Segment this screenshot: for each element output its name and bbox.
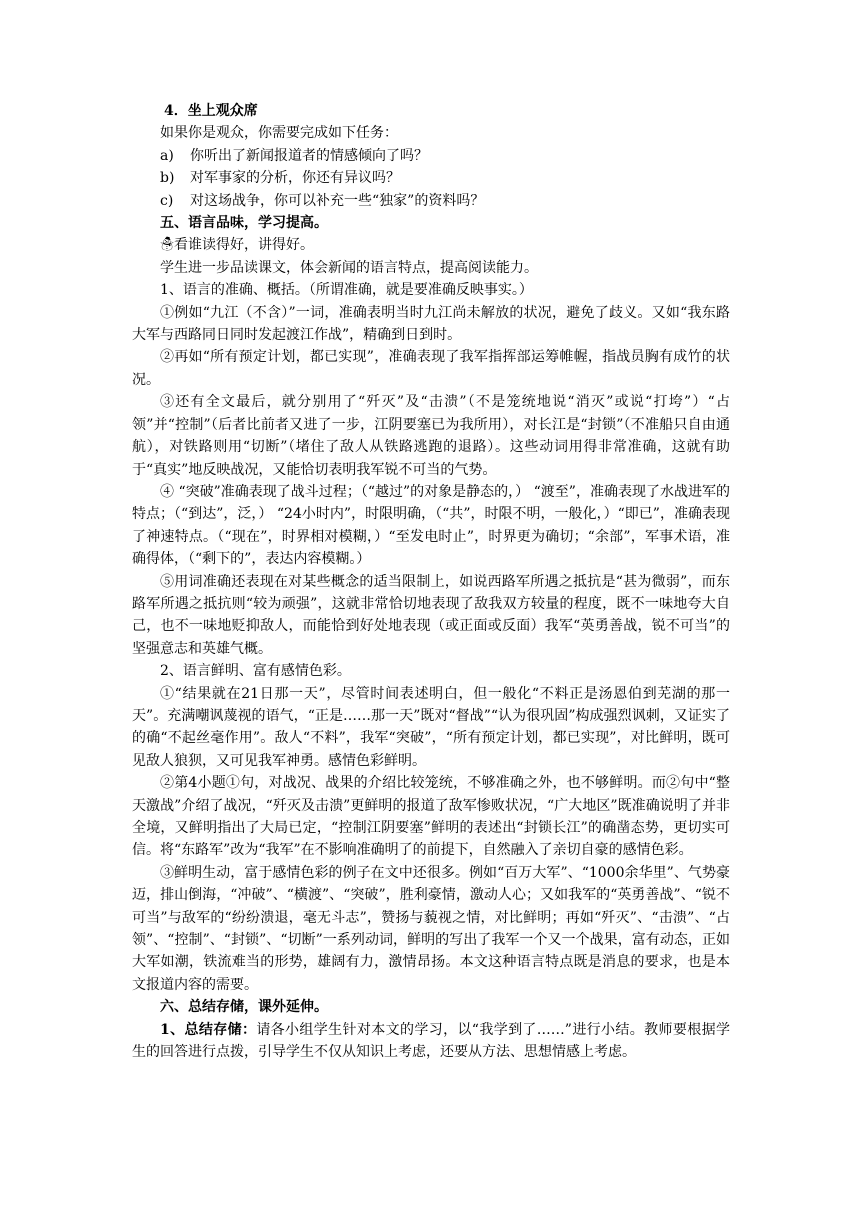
paragraph: ②第4小题①句，对战况、战果的介绍比较笼统，不够准确之外，也不够鲜明。而②句中“整天激战”介绍了战况，“歼灭及击溃”更鲜明的报道了敌军惨败状况，“广大地区”既准确说明了并非全境，又鲜明指出了大局已定，“控制江阴要塞”鲜明的表述出“封锁长江”的确凿态势，更切实可信。将“东路军”改为“我军”在不影响准确明了的前提下，自然融入了亲切自豪的感情色彩。: [132, 775, 730, 859]
section5-line1: ☃看谁读得好，讲得好。: [160, 237, 314, 254]
list-text: 对军事家的分析，你还有异议吗？: [190, 170, 400, 187]
list-item: [132, 167, 730, 189]
section6-sub1-label: 1、总结存储：: [160, 1021, 257, 1038]
list-item: [132, 145, 730, 167]
paragraph: ①例如“九江（不含）”一词，准确表明当时九江尚未解放的状况，避免了歧义。又如“我东路大军与西路同日同时发起渡江作战”，精确到日到时。: [132, 304, 730, 344]
paragraph: ③还有全文最后，就分别用了“歼灭”及“击溃”（不是笼统地说“消灭”或说“打垮”）“占领”并“控制”（后者比前者又进了一步，江阴要塞已为我所用），对长江是“封锁”（不准船只自由通航），对铁路则用“切断”（堵住了敌人从铁路逃跑的退路）。这些动词用得非常准确，这就有助于“真实”地反映战况，又能恰切表明我军锐不可当的气势。: [132, 394, 730, 478]
section5-sub1: 1、语言的准确、概括。（所谓准确，就是要准确反映事实。）: [160, 282, 533, 299]
section4-intro: 如果你是观众，你需要完成如下任务：: [160, 125, 398, 142]
section5-title: 五、语言品味，学习提高。: [160, 215, 328, 232]
list-text: 对这场战争，你可以补充一些“独家”的资料吗？: [190, 192, 485, 209]
list-marker: b): [160, 170, 175, 187]
paragraph: ②再如“所有预定计划，都已实现”，准确表现了我军指挥部运筹帷幄，指战员胸有成竹的状况。: [132, 349, 730, 388]
section6-title: 六、总结存储，课外延伸。: [160, 999, 328, 1016]
paragraph: ③鲜明生动，富于感情色彩的例子在文中还很多。例如“百万大军”、“1000余华里”、气势豪迈，排山倒海，“冲破”、“横渡”、“突破”，胜利豪情，激动人心；又如我军的“英勇善战”、“锐不可当”与敌军的“纷纷溃退，毫无斗志”，赞扬与藐视之情，对比鲜明；再如“歼灭”、“击溃”、“占领”、“控制”、“封锁”、“切断”一系列动词，鲜明的写出了我军一个又一个战果，富有动态，正如大军如潮，铁流难当的形势，雄阔有力，激情昂扬。本文这种语言特点既是消息的要求，也是本文报道内容的需要。: [132, 864, 730, 993]
paragraph: ①“结果就在21日那一天”，尽管时间表述明白，但一般化“不料正是汤恩伯到芜湖的那一天”。充满嘲讽蔑视的语气，“正是……那一天”既对“督战”“认为很巩固”构成强烈讽刺，又证实了的确“不起丝毫作用”。敌人“不料”，我军“突破”，“所有预定计划，都已实现”，对比鲜明，既可见敌人狼狈，又可见我军神勇。感情色彩鲜明。: [132, 685, 730, 769]
section5-line2: 学生进一步品读课文，体会新闻的语言特点，提高阅读能力。: [160, 259, 538, 276]
list-marker: a): [160, 147, 174, 164]
section5-sub2: 2、语言鲜明、富有感情色彩。: [160, 663, 351, 680]
section6-sub1: [132, 1019, 730, 1064]
paragraph: ④ “突破”准确表现了战斗过程；（“越过”的对象是静态的，） “渡至”，准确表现了水战进军的特点；（“到达”，泛，） “24小时内”，时限明确，（“共”，时限不明，一般化，）“即已”，准确表现了神速特点。（“现在”，时界相对模糊，）“至发电时止”，时界更为确切；“余部”，军事术语，准确得体，（“剩下的”，表达内容模糊。）: [132, 483, 730, 568]
list-item: [132, 190, 730, 212]
section6-sub1-text: 请各小组学生针对本文的学习，以“我学到了……”进行小结。教师要根据学生的回答进行点拨，引导学生不仅从知识上考虑，还要从方法、思想情感上考虑。: [132, 1021, 730, 1061]
paragraph: ⑤用词准确还表现在对某些概念的适当限制上，如说西路军所遇之抵抗是“甚为微弱”，而东路军所遇之抵抗则“较为顽强”，这就非常恰切地表现了敌我双方较量的程度，既不一味地夸大自己，也不一味地贬抑敌人，而能恰到好处地表现（或正面或反面）我军“英勇善战，锐不可当”的坚强意志和英雄气概。: [132, 573, 730, 657]
list-marker: c): [160, 192, 174, 209]
section4-title: 4．坐上观众席: [164, 103, 258, 119]
list-text: 你听出了新闻报道者的情感倾向了吗？: [190, 147, 428, 164]
